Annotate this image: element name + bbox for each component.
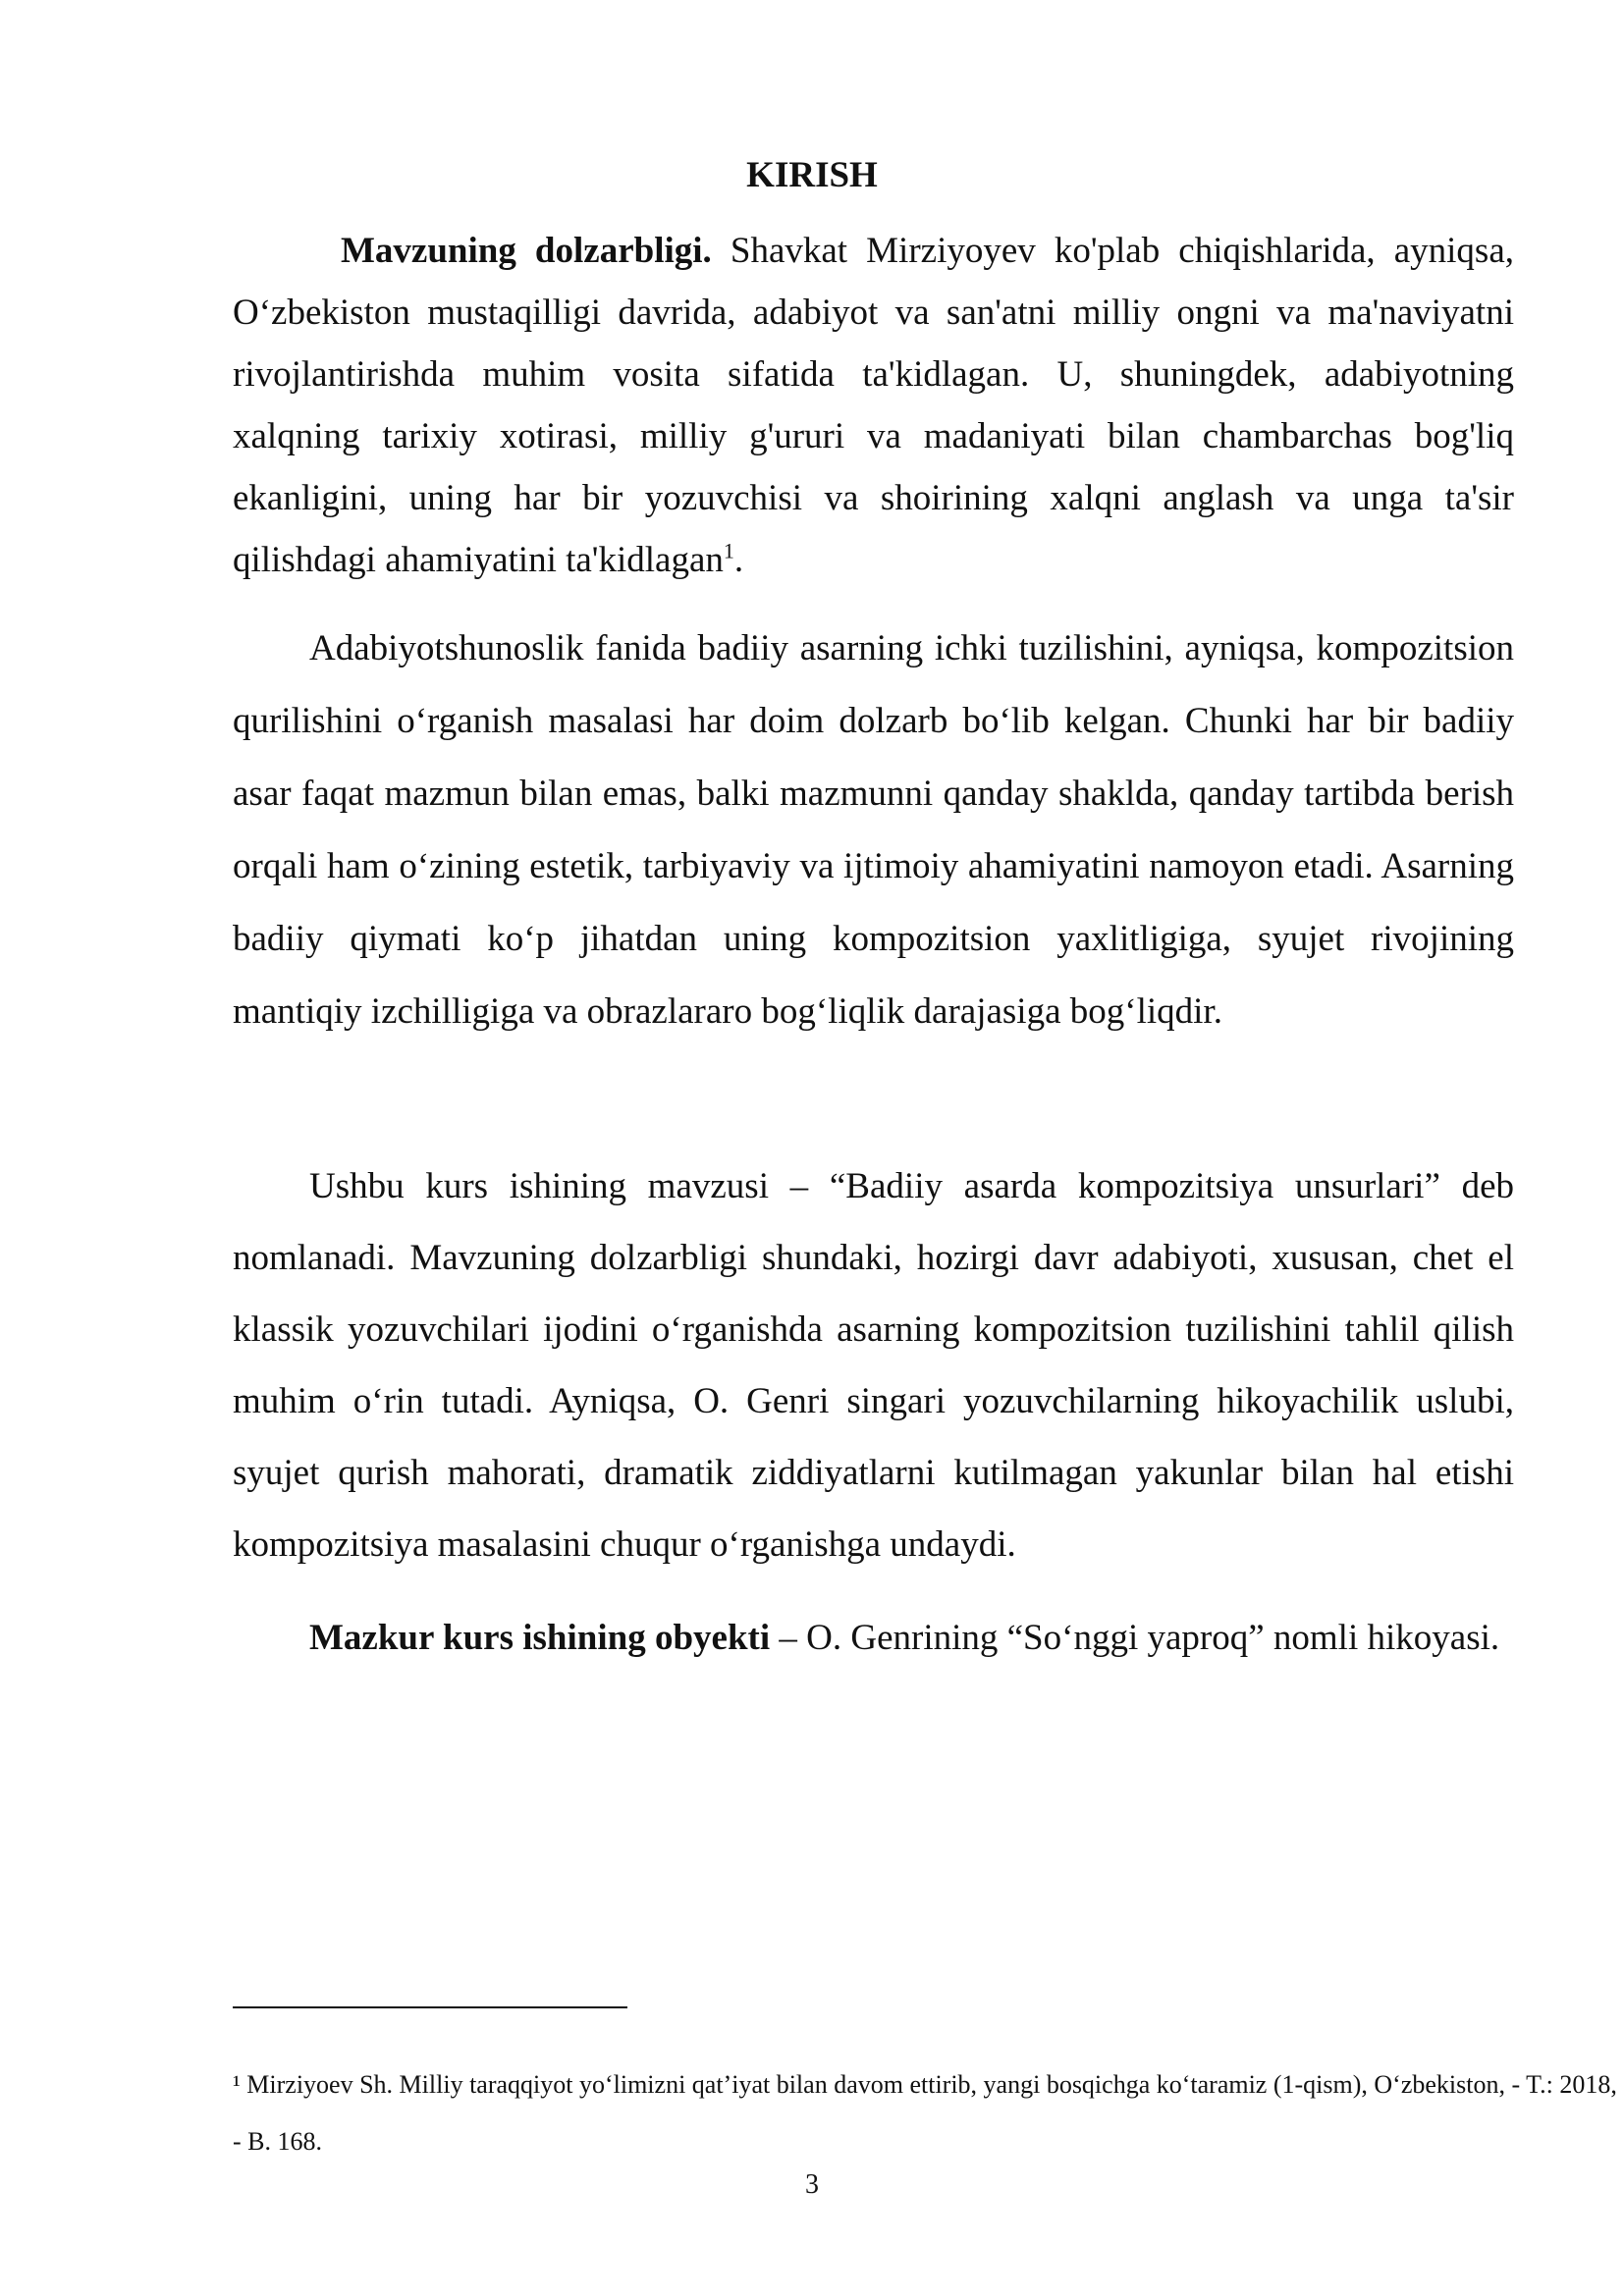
footnote: ¹ Mirziyoev Sh. Milliy taraqqiyot yo‘limizni qat’iyat bilan davom ettirib, yangi bosqichga ko‘taramiz (1-qism), O‘zbekiston, - T.: 2018, - B. 168. [233, 2070, 1617, 2156]
paragraph-tail: . [733, 540, 744, 580]
paragraph-text: – O. Genrining “So‘nggi yaproq” nomli hikoyasi. [770, 1618, 1500, 1658]
page-number: 3 [805, 2169, 819, 2200]
paragraph-relevance [233, 220, 1514, 591]
paragraph-lead: Mazkur kurs ishining obyekti [309, 1618, 771, 1658]
paragraph-literary-studies: Adabiyotshunoslik fanida badiiy asarning ichki tuzilishini, ayniqsa, kompozitsion qurilishini o‘rganish masalasi har doim dolzarb bo‘lib kelgan. Chunki har bir badiiy asar faqat mazmun bilan emas, balki mazmunni qanday shaklda, qanday tartibda berish orqali ham o‘zining estetik, tarbiyaviy va ijtimoiy ahamiyatini namoyon etadi. Asarning badiiy qiymati ko‘p jihatdan uning kompozitsion yaxlitligiga, syujet rivojining mantiqiy izchilligiga va obrazlararo bog‘liqlik darajasiga bog‘liqdir. [233, 628, 1514, 1032]
footnote-separator [233, 2006, 627, 2008]
paragraph-text: Shavkat Mirziyoyev ko'plab chiqishlarida, ayniqsa, O‘zbekiston mustaqilligi davrida, adabiyot va san'atni milliy ongni va ma'naviyatni rivojlantirishda muhim vosita sifatida ta'kidlagan. U, shuningdek, adabiyotning xalqning tarixiy xotirasi, milliy g'ururi va madaniyati bilan chambarchas bog'liq ekanligini, uning har bir yozuvchisi va shoirining xalqni anglash va unga ta'sir qilishdagi ahamiyatini ta'kidlagan [233, 231, 1515, 580]
paragraph-course-object [233, 1602, 1514, 1674]
paragraph-lead: Mavzuning dolzarbligi. [341, 231, 712, 271]
section-title: KIRISH [746, 155, 878, 195]
paragraph-course-topic: Ushbu kurs ishining mavzusi – “Badiiy asarda kompozitsiya unsurlari” deb nomlanadi. Mavzuning dolzarbligi shundaki, hozirgi davr adabiyoti, xususan, chet el klassik yozuvchilari ijodini o‘rganishda asarning kompozitsion tuzilishini tahlil qilish muhim o‘rin tutadi. Ayniqsa, O. Genri singari yozuvchilarning hikoyachilik uslubi, syujet qurish mahorati, dramatik ziddiyatlarni kutilmagan yakunlar bilan hal etishi kompozitsiya masalasini chuqur o‘rganishga undaydi. [233, 1166, 1514, 1565]
footnote-reference[interactable]: 1 [723, 538, 734, 563]
